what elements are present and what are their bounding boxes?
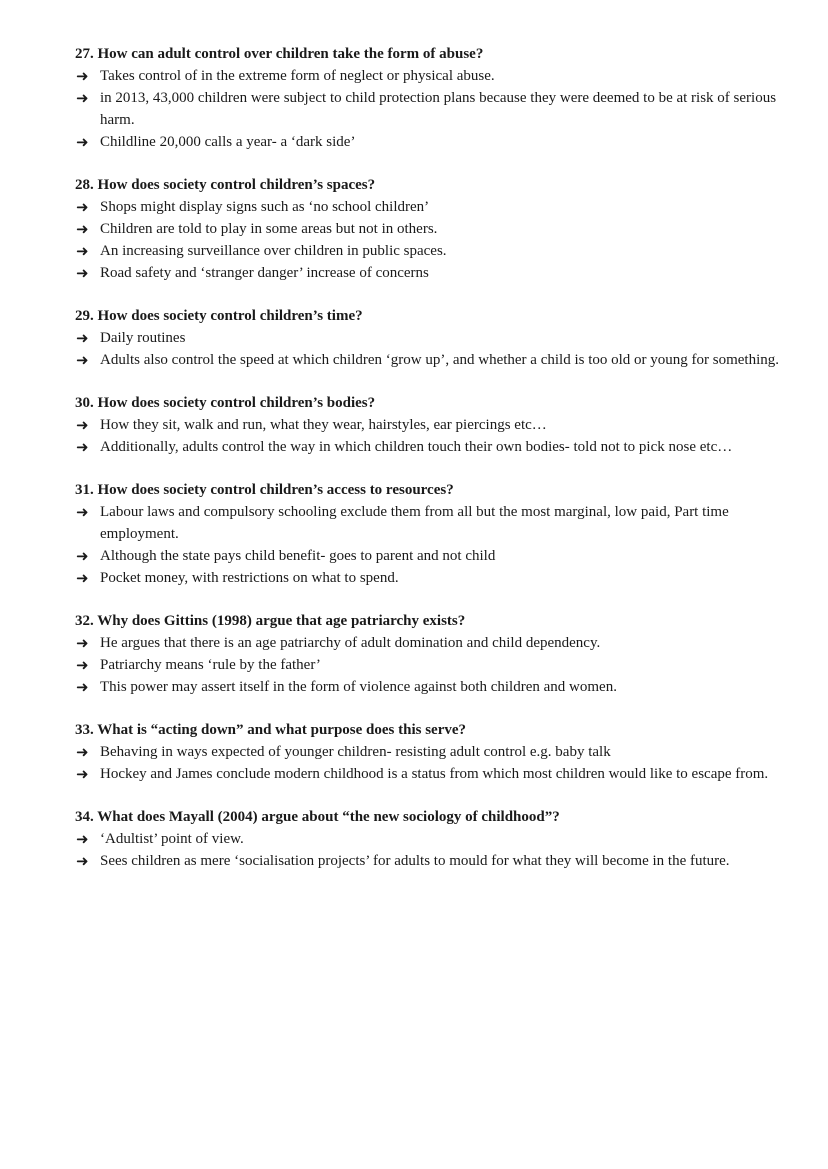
answer-list <box>75 414 785 458</box>
answer-item <box>75 414 785 436</box>
right-arrow-icon: ➜ <box>76 656 89 674</box>
answer-text: Childline 20,000 calls a year- a ‘dark side’ <box>100 134 356 150</box>
answer-list <box>75 196 785 284</box>
answer-text: He argues that there is an age patriarchy of adult domination and child dependency. <box>100 635 601 651</box>
right-arrow-icon: ➜ <box>76 743 89 761</box>
right-arrow-icon: ➜ <box>76 852 89 870</box>
answer-text: An increasing surveillance over children in public spaces. <box>100 243 447 259</box>
qa-section-27 <box>75 43 785 153</box>
answer-item <box>75 828 785 850</box>
right-arrow-icon: ➜ <box>76 547 89 565</box>
qa-section-30 <box>75 392 785 458</box>
answer-item <box>75 240 785 262</box>
answer-text: Road safety and ‘stranger danger’ increase of concerns <box>100 265 429 281</box>
right-arrow-icon: ➜ <box>76 634 89 652</box>
answer-list <box>75 632 785 698</box>
answer-item <box>75 850 785 872</box>
answer-item <box>75 65 785 87</box>
answer-item <box>75 262 785 284</box>
answer-item <box>75 545 785 567</box>
answer-item <box>75 654 785 676</box>
answer-text: Pocket money, with restrictions on what to spend. <box>100 570 399 586</box>
right-arrow-icon: ➜ <box>76 220 89 238</box>
right-arrow-icon: ➜ <box>76 416 89 434</box>
right-arrow-icon: ➜ <box>76 503 89 521</box>
right-arrow-icon: ➜ <box>76 351 89 369</box>
answer-text: Sees children as mere ‘socialisation projects’ for adults to mould for what they will become in the future. <box>100 853 730 869</box>
answer-text: Although the state pays child benefit- goes to parent and not child <box>100 548 496 564</box>
document-page <box>75 43 785 893</box>
qa-section-32 <box>75 610 785 698</box>
answer-item <box>75 741 785 763</box>
question-heading: 27. How can adult control over children take the form of abuse? <box>75 46 484 62</box>
answer-text: Daily routines <box>100 330 186 346</box>
answer-item <box>75 501 785 545</box>
answer-list <box>75 65 785 153</box>
answer-text: How they sit, walk and run, what they wear, hairstyles, ear piercings etc… <box>100 417 547 433</box>
answer-item <box>75 567 785 589</box>
right-arrow-icon: ➜ <box>76 765 89 783</box>
answer-list <box>75 741 785 785</box>
answer-item <box>75 676 785 698</box>
right-arrow-icon: ➜ <box>76 329 89 347</box>
question-heading: 28. How does society control children’s spaces? <box>75 177 376 193</box>
answer-text: in 2013, 43,000 children were subject to child protection plans because they were deemed to be at risk of serious harm. <box>100 90 777 128</box>
answer-text: Takes control of in the extreme form of neglect or physical abuse. <box>100 68 495 84</box>
answer-text: Behaving in ways expected of younger children- resisting adult control e.g. baby talk <box>100 744 611 760</box>
qa-section-31 <box>75 479 785 589</box>
answer-list <box>75 501 785 589</box>
answer-list <box>75 828 785 872</box>
qa-section-28 <box>75 174 785 284</box>
right-arrow-icon: ➜ <box>76 438 89 456</box>
answer-text: Adults also control the speed at which children ‘grow up’, and whether a child is too old or young for something. <box>100 352 780 368</box>
question-heading: 34. What does Mayall (2004) argue about “the new sociology of childhood”? <box>75 809 560 825</box>
answer-item <box>75 436 785 458</box>
answer-item <box>75 131 785 153</box>
answer-text: ‘Adultist’ point of view. <box>100 831 244 847</box>
answer-item <box>75 327 785 349</box>
answer-text: Additionally, adults control the way in which children touch their own bodies- told not to pick nose etc… <box>100 439 733 455</box>
answer-text: Children are told to play in some areas but not in others. <box>100 221 438 237</box>
question-heading: 32. Why does Gittins (1998) argue that age patriarchy exists? <box>75 613 466 629</box>
answer-text: Shops might display signs such as ‘no school children’ <box>100 199 430 215</box>
answer-item <box>75 218 785 240</box>
answer-item <box>75 196 785 218</box>
right-arrow-icon: ➜ <box>76 830 89 848</box>
answer-item <box>75 763 785 785</box>
answer-text: Hockey and James conclude modern childhood is a status from which most children would like to escape from. <box>100 766 769 782</box>
answer-item <box>75 632 785 654</box>
right-arrow-icon: ➜ <box>76 242 89 260</box>
right-arrow-icon: ➜ <box>76 67 89 85</box>
answer-list <box>75 327 785 371</box>
right-arrow-icon: ➜ <box>76 678 89 696</box>
answer-text: Labour laws and compulsory schooling exclude them from all but the most marginal, low paid, Part time employment. <box>100 504 729 542</box>
right-arrow-icon: ➜ <box>76 264 89 282</box>
right-arrow-icon: ➜ <box>76 133 89 151</box>
qa-section-34 <box>75 806 785 872</box>
answer-text: This power may assert itself in the form of violence against both children and women. <box>100 679 617 695</box>
answer-text: Patriarchy means ‘rule by the father’ <box>100 657 321 673</box>
answer-item <box>75 349 785 371</box>
qa-section-29 <box>75 305 785 371</box>
right-arrow-icon: ➜ <box>76 198 89 216</box>
question-heading: 33. What is “acting down” and what purpose does this serve? <box>75 722 467 738</box>
question-heading: 30. How does society control children’s bodies? <box>75 395 376 411</box>
qa-section-33 <box>75 719 785 785</box>
right-arrow-icon: ➜ <box>76 569 89 587</box>
right-arrow-icon: ➜ <box>76 89 89 107</box>
question-heading: 29. How does society control children’s time? <box>75 308 363 324</box>
answer-item <box>75 87 785 131</box>
question-heading: 31. How does society control children’s access to resources? <box>75 482 454 498</box>
